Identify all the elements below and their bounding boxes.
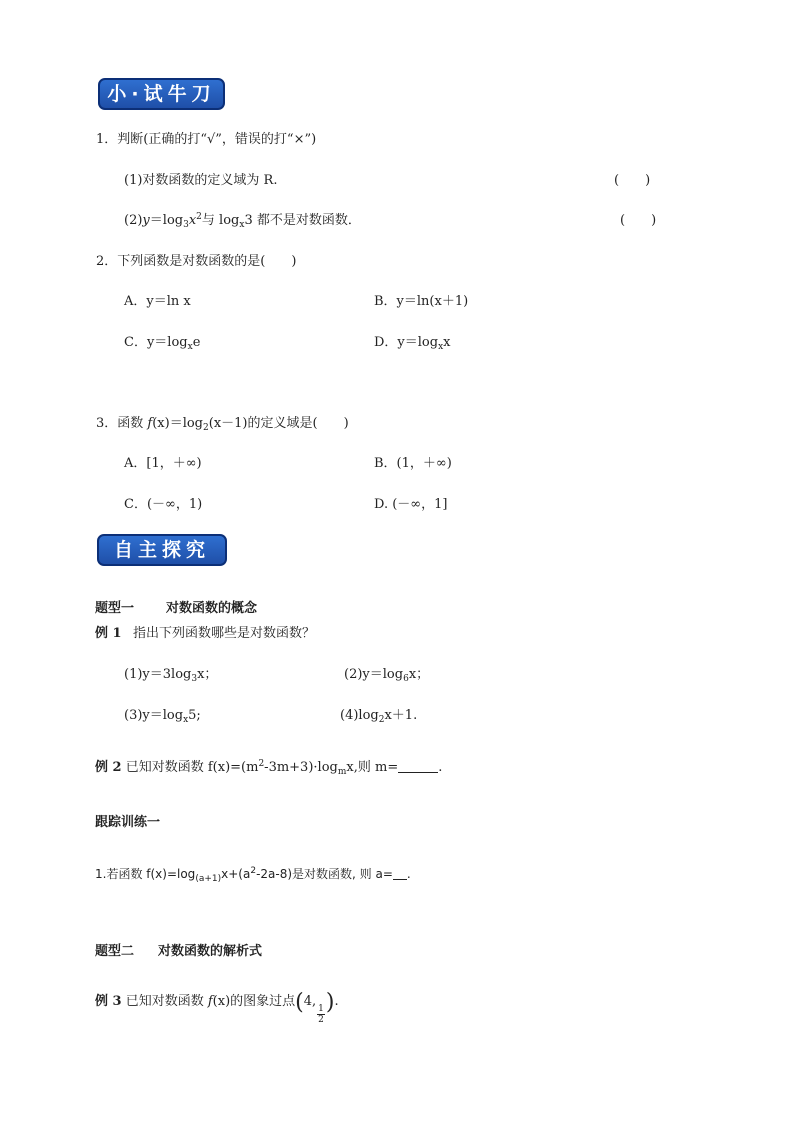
question-3-option-b: B．(1，＋∞) bbox=[374, 456, 452, 471]
answer-blank bbox=[398, 760, 438, 773]
example-2-label: 例 2 bbox=[95, 760, 122, 775]
question-1-stem: 1．判断(正确的打“√”，错误的打“×”) bbox=[96, 132, 317, 147]
question-2-option-c: C．$y=\log_xe$ bbox=[124, 335, 201, 352]
example-1-item-2: $(2)y=\log_6x$； bbox=[344, 667, 430, 684]
example-3-label: 例 3 bbox=[95, 994, 122, 1009]
question-3-option-c: C．(－∞，1) bbox=[124, 497, 203, 512]
type-2-label: 题型二 bbox=[95, 944, 135, 959]
question-2-option-d: D．$y=\log_xx$ bbox=[374, 335, 451, 352]
question-3-stem: 3．函数 $f(x)=\log_2(x-1)$的定义域是( ) bbox=[96, 416, 349, 433]
example-2: 例 2 已知对数函数 $f(x)=(m^2-3m+3)\cdot\log_mx$,则 m= . bbox=[95, 759, 443, 777]
example-3: 例 3 已知对数函数 f(x)的图象过点(4, $\frac{1}{2}$ ). bbox=[95, 990, 339, 1025]
type-1-title: 对数函数的概念 bbox=[166, 601, 258, 616]
question-2-stem: 2．下列函数是对数函数的是( ) bbox=[96, 254, 297, 269]
question-1-item-2: $(2)y=\log_3x^2$与 $\log_x3$ 都不是对数函数． bbox=[124, 212, 361, 230]
question-2-option-a: A．y＝ln x bbox=[124, 294, 191, 309]
fraction-one-half: $\frac{1}{2}$ bbox=[318, 1004, 324, 1025]
section-banner-explore: 自主探究 bbox=[97, 534, 227, 566]
example-1-stem: 指出下列函数哪些是对数函数？ bbox=[133, 626, 316, 641]
section-banner-practice: 小·试牛刀 bbox=[98, 78, 225, 110]
example-1-item-3: $(3)y=\log_x5$; bbox=[124, 708, 201, 725]
answer-blank bbox=[393, 867, 407, 880]
question-1-item-1-answer: ( ) bbox=[614, 173, 651, 188]
example-1-label: 例 1 bbox=[95, 626, 122, 641]
practice-1-item-1: 1.若函数 $f(x)=\log_{(a+1)}x+(a^2-2a-8)$是对数函数, 则 a= . bbox=[95, 866, 411, 884]
type-2-title: 对数函数的解析式 bbox=[158, 944, 263, 959]
question-1-item-2-answer: ( ) bbox=[620, 213, 657, 228]
question-1-item-1: (1)对数函数的定义域为 R. bbox=[124, 173, 278, 188]
question-3-option-a: A．[1，＋∞) bbox=[124, 456, 202, 471]
type-1-label: 题型一 bbox=[95, 601, 135, 616]
practice-1-title: 跟踪训练一 bbox=[95, 815, 161, 830]
question-2-option-b: B．y＝ln(x＋1) bbox=[374, 294, 469, 309]
example-1-item-1: $(1)y=3\log_3x$； bbox=[124, 667, 218, 684]
question-3-option-d: D. (－∞，1] bbox=[374, 497, 448, 512]
example-1-item-4: $(4)\log_2x+1$. bbox=[340, 708, 418, 725]
